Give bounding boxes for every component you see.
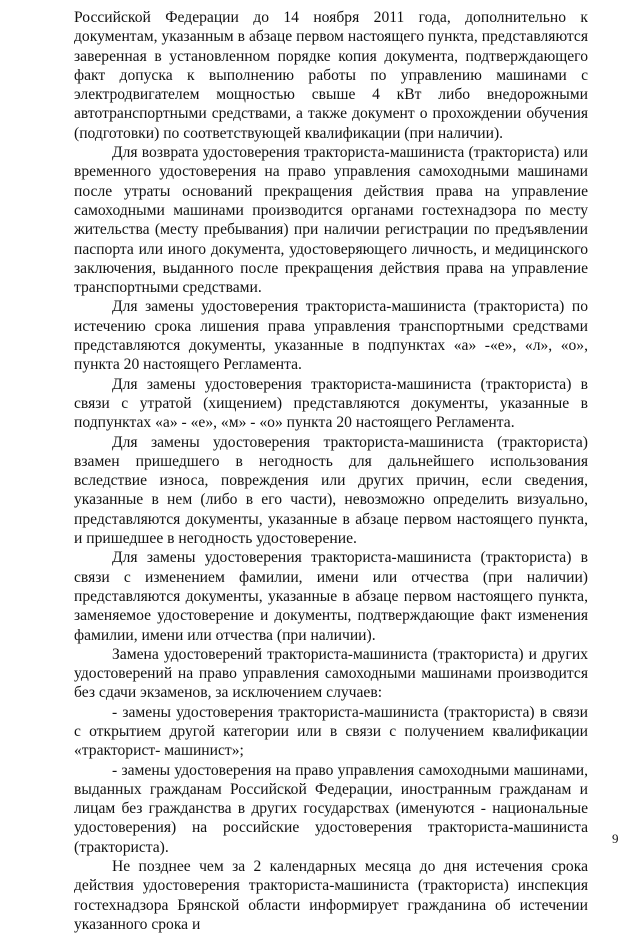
list-item-1: - замены удостоверения тракториста-машиниста (тракториста) в связи с открытием другой категории или в связи с получением квалификации «тракторист- машинист»; (74, 703, 588, 760)
paragraph-3: Для замены удостоверения тракториста-машиниста (тракториста) по истечению срока лишения права управления транспортными средствами представляются документы, указанные в подпунктах «а» -«е», «л», «о», пункта 20 настоящего Регламента. (74, 298, 588, 374)
paragraph-4: Для замены удостоверения тракториста-машиниста (тракториста) в связи с утратой (хищением) представляются документы, указанные в подпунктах «а» - «е», «м» - «о» пункта 20 настоящего Регламента. (74, 375, 588, 432)
page-number: 9 (612, 831, 619, 846)
paragraph-8: Не позднее чем за 2 календарных месяца до дня истечения срока действия удостоверения тракториста-машиниста (тракториста) инспекция гостехнадзора Брянской области информирует гражданина об истечении указанного срока и (74, 858, 588, 933)
paragraph-5: Для замены удостоверения тракториста-машиниста (тракториста) взамен пришедшего в негодность для дальнейшего использования вследствие износа, повреждения или других причин, если сведения, указанные в нем (либо в его части), невозможно определить визуально, представляются документы, указанные в абзаце первом настоящего пункта, и пришедшее в негодность удостоверение. (74, 433, 588, 548)
paragraph-6: Для замены удостоверения тракториста-машиниста (тракториста) в связи с изменением фамилии, имени или отчества (при наличии) представляются документы, указанные в абзаце первом настоящего пункта, заменяемое удостоверение и документы, подтверждающие факт изменения фамилии, имени или отчества (при наличии). (74, 549, 588, 644)
body-text (74, 8, 588, 934)
paragraph-7: Замена удостоверений тракториста-машиниста (тракториста) и других удостоверений на право управления самоходными машинами производится без сдачи экзаменов, за исключением случаев: (74, 645, 588, 702)
paragraph-1: Российской Федерации до 14 ноября 2011 года, дополнительно к документам, указанным в абзаце первом настоящего пункта, представляются заверенная в установленном порядке копия документа, подтверждающего факт допуска к выполнению работы по управлению машинами с электродвигателем мощностью свыше 4 кВт либо внедорожными автотранспортными средствами, а также документ о прохождении обучения (подготовки) по соответствующей квалификации (при наличии). (74, 9, 588, 142)
list-item-2: - замены удостоверения на право управления самоходными машинами, выданных гражданам Российской Федерации, иностранным гражданам и лицам без гражданства в других государствах (именуются - национальные удостоверения) на российские удостоверения тракториста-машиниста (тракториста). (74, 761, 588, 856)
paragraph-2: Для возврата удостоверения тракториста-машиниста (тракториста) или временного удостоверения на право управления самоходными машинами после утраты оснований прекращения действия права на управление самоходными машинами производится органами гостехнадзора по месту жительства (месту пребывания) при наличии регистрации по предъявлении паспорта или иного документа, удостоверяющего личность, и медицинского заключения, выданного после прекращения действия права на управление транспортными средствами. (74, 144, 588, 297)
